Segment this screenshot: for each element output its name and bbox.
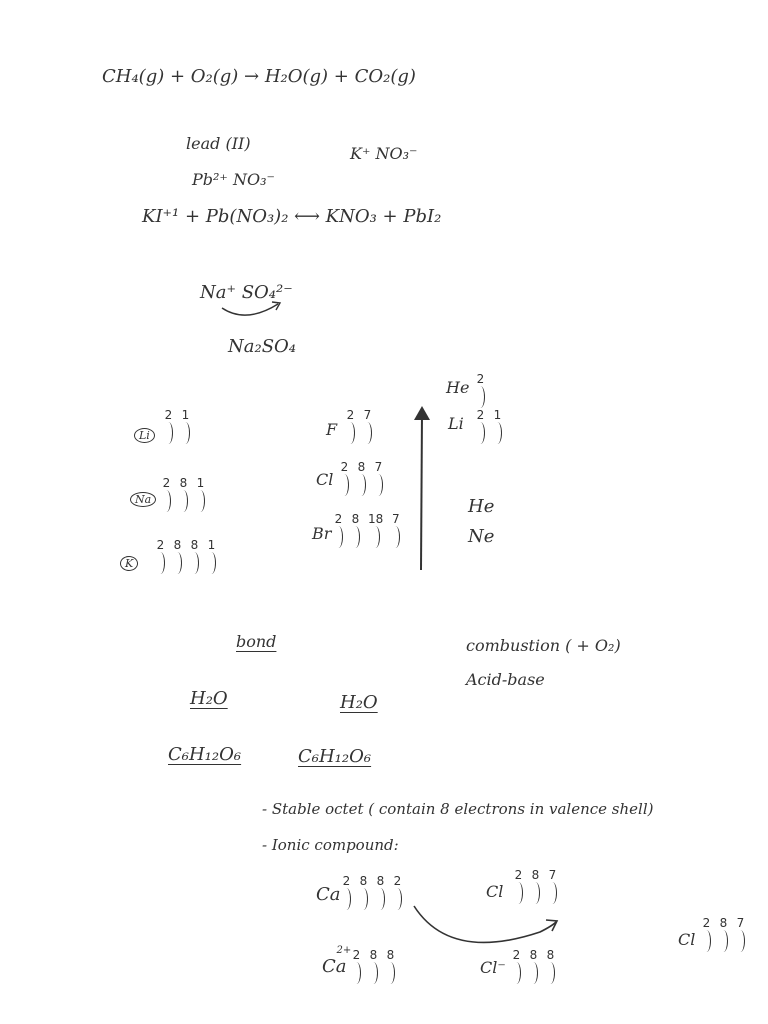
glucose-right: C₆H₁₂O₆ — [298, 746, 372, 767]
electron-count: 8 — [351, 512, 360, 526]
sodium-sulfate-formula: Na₂SO₄ — [228, 336, 297, 357]
electron-count: 8 — [531, 868, 540, 882]
cl-shells — [340, 462, 383, 496]
shell-arc — [162, 490, 171, 512]
electron-count: 7 — [374, 460, 383, 474]
electron-count: 8 — [369, 948, 378, 962]
shell-arc — [181, 422, 190, 444]
shell — [719, 918, 728, 952]
shell-arc — [369, 962, 378, 984]
shell — [346, 410, 355, 444]
trend-arrow-line — [421, 412, 422, 570]
shell — [493, 410, 502, 444]
noble-he: He — [468, 496, 495, 517]
ionic-compound-note: - Ionic compound: — [262, 836, 399, 854]
electron-count: 8 — [359, 874, 368, 888]
noble-ne: Ne — [468, 526, 495, 547]
electron-count: 2 — [342, 874, 351, 888]
shell — [476, 410, 485, 444]
shell-arc — [736, 930, 745, 952]
sodium-sulfate-ions: Na⁺ SO₄²⁻ — [200, 282, 293, 303]
shell — [351, 514, 360, 548]
shell — [376, 876, 385, 910]
electron-count: 8 — [173, 538, 182, 552]
li-shells — [164, 410, 190, 444]
shell-arc — [351, 526, 360, 548]
shell — [514, 870, 523, 904]
shell — [546, 950, 555, 984]
electron-count: 8 — [357, 460, 366, 474]
electron-count: 2 — [340, 460, 349, 474]
electron-count: 2 — [514, 868, 523, 882]
shell-arc — [546, 962, 555, 984]
electron-count: 8 — [546, 948, 555, 962]
f-shells — [346, 410, 372, 444]
electron-count: 2 — [512, 948, 521, 962]
shell — [368, 514, 383, 548]
electron-count: 2 — [702, 916, 711, 930]
shell-arc — [493, 422, 502, 444]
li-right-shells — [476, 410, 502, 444]
shell — [173, 540, 182, 574]
shell-arc — [164, 422, 173, 444]
shell-arc — [340, 474, 349, 496]
shell — [190, 540, 199, 574]
ca-ion-label: $Ca^{2+}$ — [322, 945, 352, 977]
li-right-label: Li — [448, 414, 464, 433]
electron-count: 2 — [156, 538, 165, 552]
shell-arc — [156, 552, 165, 574]
shell — [374, 462, 383, 496]
shell — [393, 876, 402, 910]
ca-shells — [342, 876, 402, 910]
shell — [162, 478, 171, 512]
na-shells — [162, 478, 205, 512]
br-label: Br — [312, 524, 332, 543]
k-shells — [156, 540, 216, 574]
shell-arc — [476, 386, 485, 408]
shell-arc — [357, 474, 366, 496]
stable-octet-note: - Stable octet ( contain 8 electrons in valence shell) — [262, 800, 654, 818]
shell — [386, 950, 395, 984]
electron-count: 2 — [352, 948, 361, 962]
shell-arc — [548, 882, 557, 904]
ca-label: Ca — [316, 884, 341, 905]
h2o-left: H₂O — [190, 688, 228, 709]
shell-arc — [386, 962, 395, 984]
cl-ionic-label: Cl — [486, 882, 504, 901]
shell-arc — [376, 888, 385, 910]
electron-count: 8 — [376, 874, 385, 888]
shell — [736, 918, 745, 952]
shell-arc — [363, 422, 372, 444]
electron-count: 7 — [736, 916, 745, 930]
electron-count: 2 — [346, 408, 355, 422]
shell — [512, 950, 521, 984]
electron-count: 1 — [493, 408, 502, 422]
transfer-arrow — [414, 906, 556, 942]
shell-arc — [334, 526, 343, 548]
shell-arc — [352, 962, 361, 984]
electron-count: 8 — [386, 948, 395, 962]
shell-arc — [529, 962, 538, 984]
glucose-left: C₆H₁₂O₆ — [168, 744, 242, 765]
curved-arrow-na-head — [272, 302, 280, 310]
shell — [179, 478, 188, 512]
electron-count: 1 — [196, 476, 205, 490]
cl-ion-shells — [512, 950, 555, 984]
electron-count: 7 — [363, 408, 372, 422]
electron-count: 8 — [719, 916, 728, 930]
shell — [369, 950, 378, 984]
transfer-arrow-head — [546, 920, 557, 931]
shell — [340, 462, 349, 496]
shell — [548, 870, 557, 904]
cl-ion-label: Cl⁻ — [480, 958, 506, 977]
precipitation-equation: KI⁺¹ + Pb(NO₃)₂ ⟷ KNO₃ + PbI₂ — [142, 206, 442, 227]
cl-ionic-shells — [514, 870, 557, 904]
shell — [164, 410, 173, 444]
electron-count: 2 — [162, 476, 171, 490]
he-shells — [476, 374, 485, 408]
shell-arc — [702, 930, 711, 952]
shell-arc — [531, 882, 540, 904]
shell — [342, 876, 351, 910]
electron-count: 8 — [190, 538, 199, 552]
combustion-equation: CH₄(g) + O₂(g) → H₂O(g) + CO₂(g) — [102, 66, 416, 87]
potassium-nitrate-ions: K⁺ NO₃⁻ — [350, 144, 418, 163]
he-top-label: He — [446, 378, 470, 397]
bond-heading: bond — [236, 632, 277, 651]
curved-arrow-na — [222, 304, 278, 315]
shell — [156, 540, 165, 574]
electron-count: 1 — [181, 408, 190, 422]
electron-count: 2 — [393, 874, 402, 888]
trend-arrow-head — [414, 406, 430, 420]
combustion-type: combustion ( + O₂) — [466, 636, 621, 655]
br-shells — [334, 514, 400, 548]
ca-ion-charge: 2+ — [336, 945, 352, 956]
shell-arc — [359, 888, 368, 910]
h2o-right: H₂O — [340, 692, 378, 713]
shell — [476, 374, 485, 408]
shell-arc — [173, 552, 182, 574]
shell-arc — [196, 490, 205, 512]
shell — [363, 410, 372, 444]
shell — [334, 514, 343, 548]
electron-count: 2 — [476, 408, 485, 422]
electron-count: 18 — [368, 512, 384, 526]
shell-arc — [190, 552, 199, 574]
li-label: Li — [134, 424, 155, 443]
acid-base-type: Acid-base — [466, 670, 545, 689]
shell — [196, 478, 205, 512]
shell-arc — [207, 552, 216, 574]
shell — [359, 876, 368, 910]
shell-arc — [342, 888, 351, 910]
cl-side-label: Cl — [678, 930, 696, 949]
shell-arc — [719, 930, 728, 952]
f-label: F — [326, 420, 338, 439]
shell-arc — [374, 474, 383, 496]
electron-count: 8 — [529, 948, 538, 962]
na-label: Na — [130, 488, 156, 507]
shell — [357, 462, 366, 496]
electron-count: 2 — [164, 408, 173, 422]
electron-count: 7 — [548, 868, 557, 882]
shell — [352, 950, 361, 984]
electron-count: 8 — [179, 476, 188, 490]
electron-count: 2 — [334, 512, 343, 526]
cl-label: Cl — [316, 470, 334, 489]
shell-arc — [179, 490, 188, 512]
electron-count: 7 — [391, 512, 400, 526]
shell — [181, 410, 190, 444]
shell — [529, 950, 538, 984]
electron-count: 2 — [476, 372, 485, 386]
shell-arc — [371, 526, 380, 548]
k-label: K — [120, 552, 138, 571]
cl-side-shells — [702, 918, 745, 952]
lead-nitrate-ions: Pb²⁺ NO₃⁻ — [192, 170, 275, 189]
shell-arc — [391, 526, 400, 548]
shell-arc — [514, 882, 523, 904]
electron-count: 1 — [207, 538, 216, 552]
shell-arc — [393, 888, 402, 910]
lead-ii-label: lead (II) — [186, 134, 251, 153]
shell-arc — [476, 422, 485, 444]
ca-ion-shells — [352, 950, 395, 984]
shell-arc — [346, 422, 355, 444]
shell — [207, 540, 216, 574]
shell-arc — [512, 962, 521, 984]
shell — [391, 514, 400, 548]
shell — [531, 870, 540, 904]
shell — [702, 918, 711, 952]
